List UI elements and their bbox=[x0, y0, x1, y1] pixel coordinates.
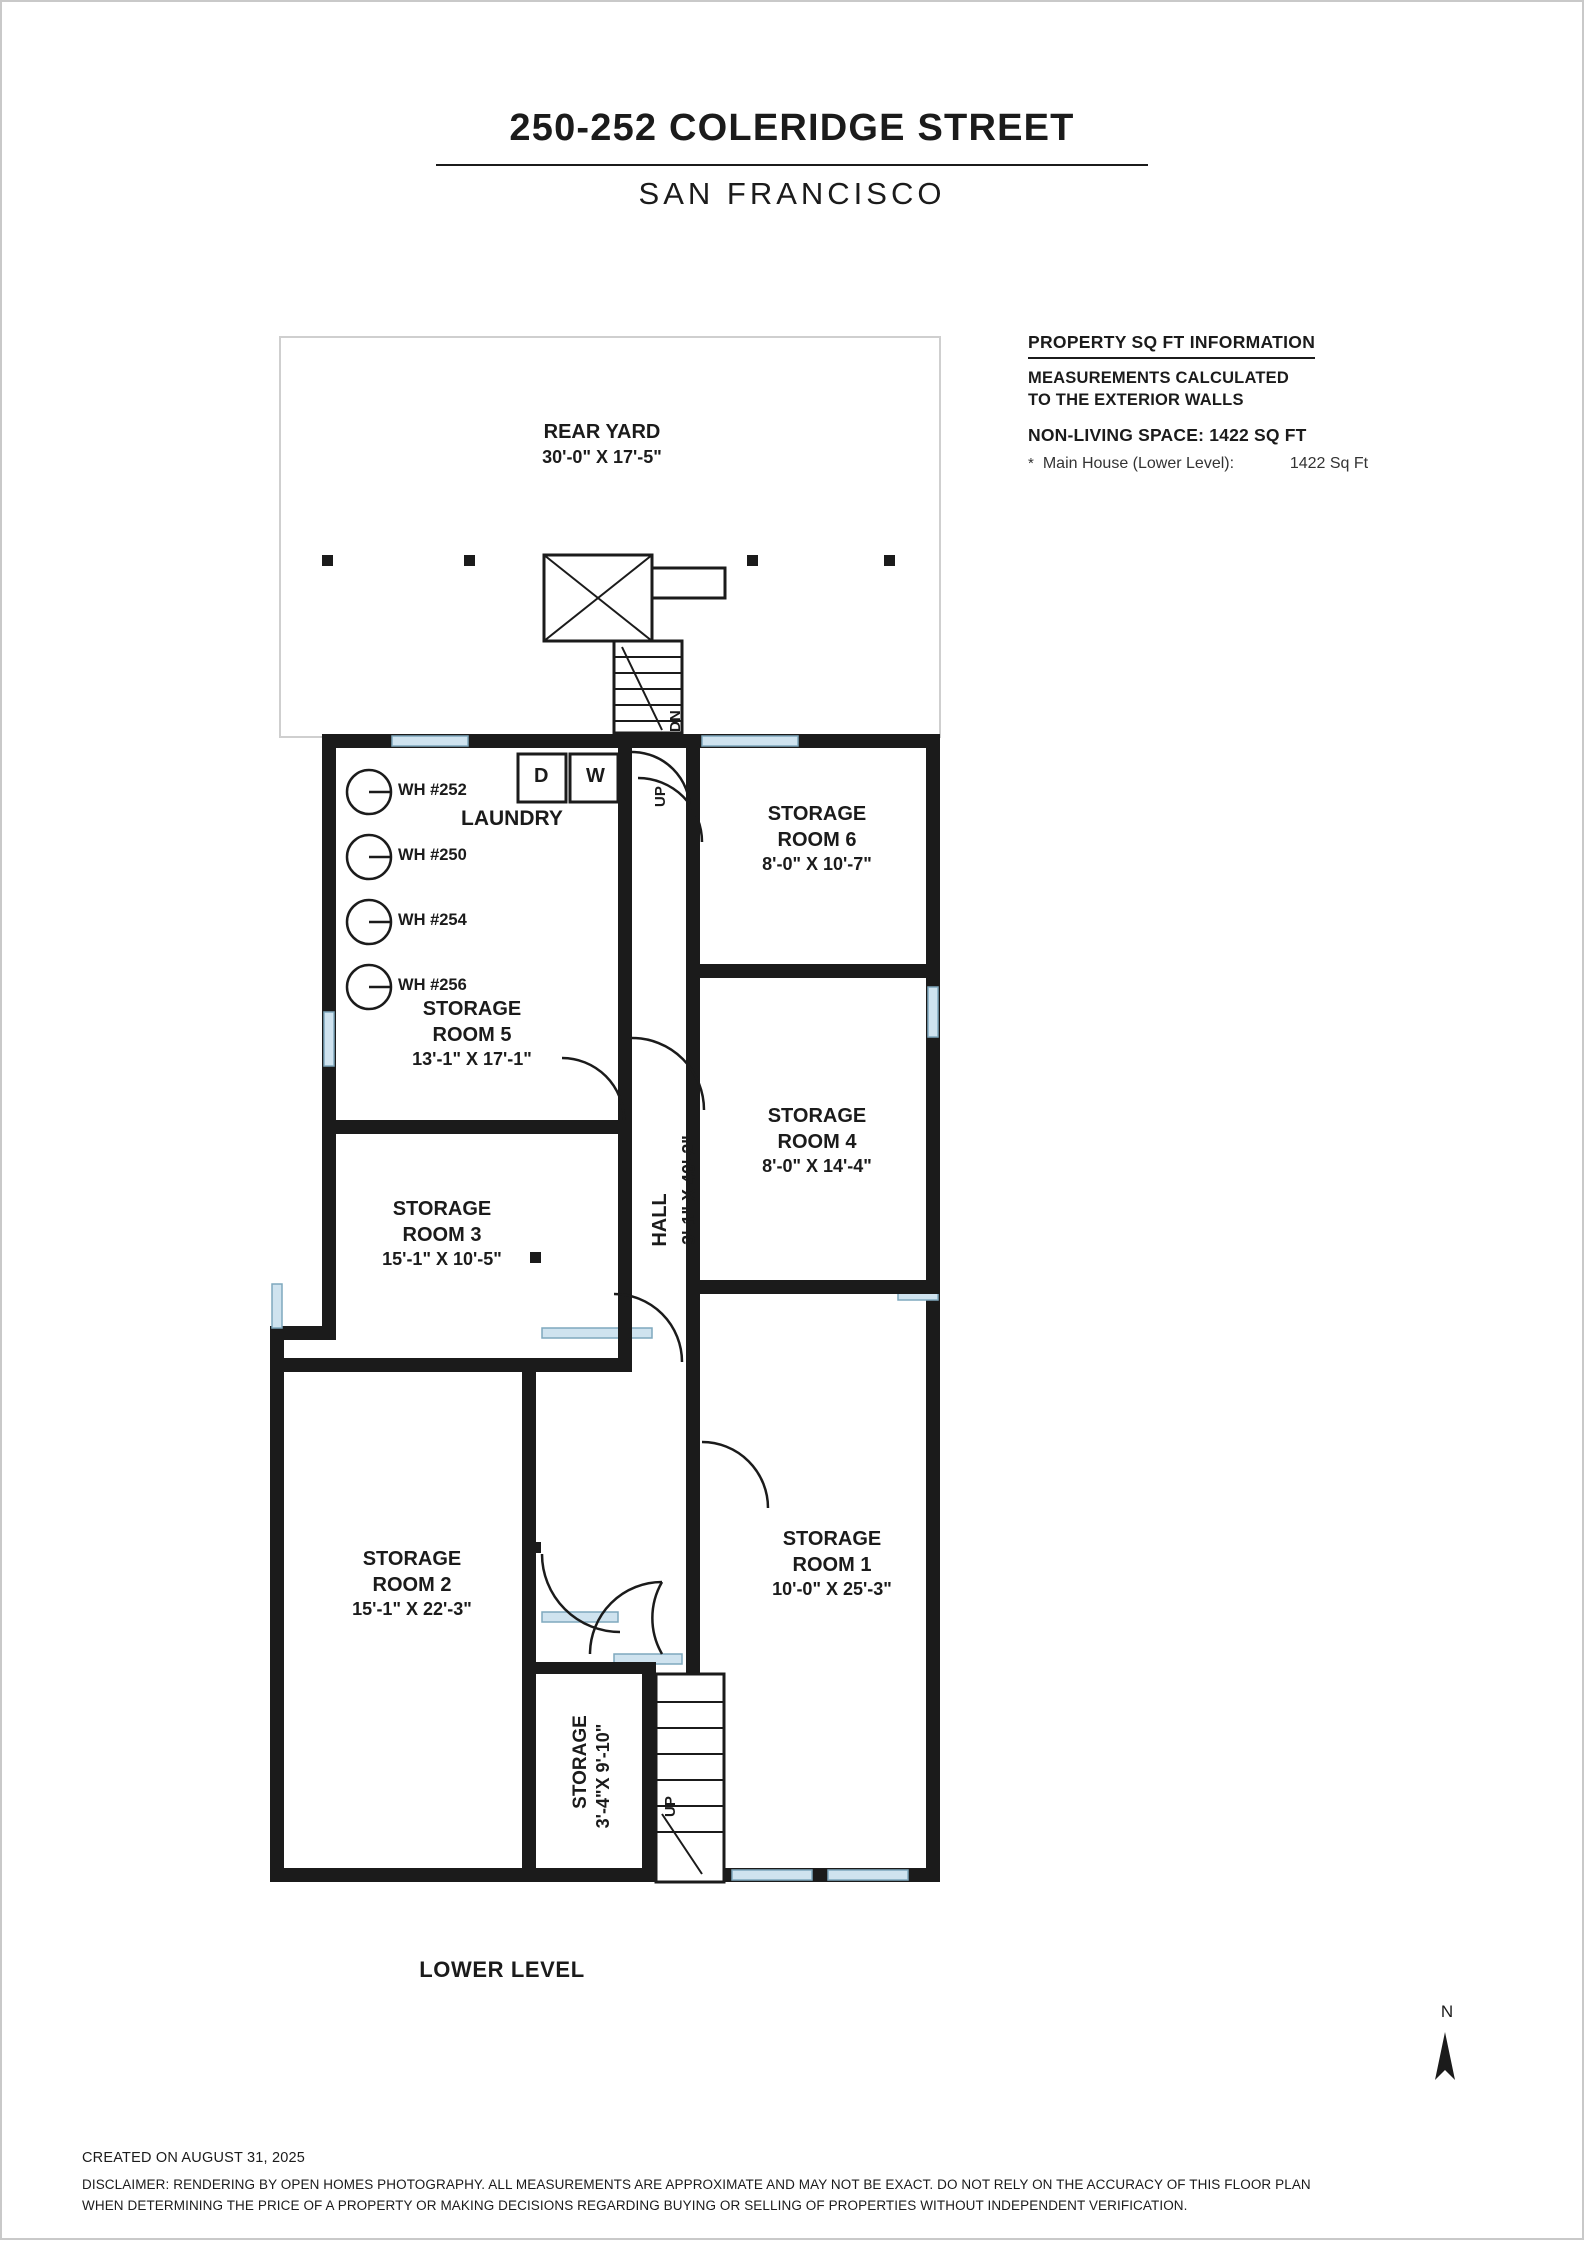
measurement-note-line1: MEASUREMENTS CALCULATED bbox=[1028, 369, 1289, 387]
window bbox=[928, 987, 938, 1037]
room-name: REAR YARD bbox=[543, 421, 661, 443]
interior-wall-storage4-bottom bbox=[686, 1280, 940, 1294]
water-heater-label-254: WH #254 bbox=[398, 911, 467, 929]
laundry-label: LAUNDRY bbox=[461, 807, 563, 830]
interior-wall-left-block-right bbox=[618, 734, 632, 1134]
window bbox=[392, 736, 468, 746]
room-name-line1: STORAGE bbox=[422, 998, 522, 1020]
room-dimensions: 15'-1" X 22'-3" bbox=[352, 1599, 472, 1620]
dryer-label: D bbox=[534, 765, 549, 787]
compass-north-label: N bbox=[1440, 2002, 1454, 2021]
interior-wall-storage2-right bbox=[522, 1372, 536, 1882]
stair-label-up-bottom: UP bbox=[662, 1796, 679, 1817]
room-dimensions: 30'-0" X 17'-5" bbox=[542, 446, 662, 467]
disclaimer-line1: DISCLAIMER: RENDERING BY OPEN HOMES PHOTOGRAPHY. ALL MEASUREMENTS ARE APPROXIMATE AND MAY NOT BE EXACT. DO NOT RELY ON THE ACCURACY OF THIS FLOOR PLAN bbox=[82, 2177, 1311, 2192]
yard-post bbox=[322, 555, 333, 566]
yard-post bbox=[884, 555, 895, 566]
room-label-storage-4 bbox=[702, 1104, 932, 1178]
room-name-line1: STORAGE bbox=[767, 1105, 867, 1127]
room-name-line1: STORAGE bbox=[767, 803, 867, 825]
exterior-wall-right bbox=[926, 734, 940, 1882]
hall-dimensions: 3'-1" X 40'-2" bbox=[679, 1135, 699, 1245]
water-heater-label-250: WH #250 bbox=[398, 846, 467, 864]
room-name-line1: STORAGE bbox=[392, 1198, 492, 1220]
disclaimer-line2: WHEN DETERMINING THE PRICE OF A PROPERTY OR MAKING DECISIONS REGARDING BUYING OR SELLING OF PROPERTIES WITHOUT INDEPENDENT VERIFICATION. bbox=[82, 2197, 1188, 2213]
window bbox=[272, 1284, 282, 1328]
interior-wall-storage3-bottom bbox=[284, 1358, 632, 1372]
sqft-panel-heading: PROPERTY SQ FT INFORMATION bbox=[1028, 332, 1315, 359]
window bbox=[324, 1012, 334, 1066]
room-name-line2: ROOM 2 bbox=[372, 1573, 452, 1596]
stair-label-dn-wrap bbox=[667, 672, 687, 732]
room-dimensions: 3'-4"X 9'-10" bbox=[593, 1723, 613, 1829]
window bbox=[732, 1870, 812, 1880]
page-subtitle: SAN FRANCISCO bbox=[638, 176, 946, 211]
compass bbox=[1417, 2002, 1477, 2024]
room-name-line1: STORAGE bbox=[782, 1528, 882, 1550]
hall-label bbox=[649, 1160, 675, 1280]
room-dimensions: 8'-0" X 10'-7" bbox=[762, 854, 872, 875]
sqft-row-value: 1422 Sq Ft bbox=[1289, 454, 1369, 472]
interior-wall-closet-right bbox=[642, 1662, 656, 1882]
sqft-row-bullet: * bbox=[1028, 454, 1034, 472]
room-dimensions-storage-closet bbox=[593, 1691, 621, 1861]
page-title: 250-252 COLERIDGE STREET bbox=[509, 107, 1075, 149]
room-name-line2: ROOM 6 bbox=[777, 828, 857, 851]
room-label-storage-5 bbox=[342, 997, 602, 1071]
room-label-storage-3 bbox=[312, 1197, 572, 1271]
compass-needle bbox=[1435, 2032, 1455, 2080]
window bbox=[542, 1328, 652, 1338]
room-dimensions: 15'-1" X 10'-5" bbox=[382, 1249, 502, 1270]
interior-wall-closet-top bbox=[522, 1662, 656, 1674]
interior-wall-storage5-storage3 bbox=[322, 1120, 632, 1134]
room-label-storage-2 bbox=[282, 1547, 542, 1621]
hall-name: HALL bbox=[649, 1193, 671, 1247]
room-name-line2: ROOM 3 bbox=[402, 1223, 482, 1246]
footer bbox=[82, 2150, 1502, 2217]
hall-dimensions-wrap bbox=[679, 1100, 705, 1280]
nonliving-space-total: NON-LIVING SPACE: 1422 SQ FT bbox=[1028, 424, 1307, 445]
measurement-note-line2: TO THE EXTERIOR WALLS bbox=[1028, 390, 1244, 409]
room-label-rear-yard bbox=[422, 420, 782, 469]
door-swing bbox=[702, 1442, 768, 1508]
room-name-line1: STORAGE bbox=[362, 1548, 462, 1570]
rear-stair-extension bbox=[652, 568, 725, 598]
yard-post bbox=[464, 555, 475, 566]
room-name-line2: ROOM 5 bbox=[432, 1023, 512, 1046]
stair-label-dn: DN bbox=[667, 710, 684, 732]
door-swing bbox=[652, 1582, 662, 1654]
stair-label-up-wrap bbox=[652, 747, 672, 807]
stair-label-up: UP bbox=[652, 786, 669, 807]
water-heater-label-252: WH #252 bbox=[398, 781, 467, 799]
room-dimensions: 8'-0" X 14'-4" bbox=[762, 1156, 872, 1177]
room-name-line2: ROOM 4 bbox=[777, 1130, 857, 1153]
level-label: LOWER LEVEL bbox=[419, 1957, 585, 1982]
interior-wall-storage6-storage4 bbox=[686, 964, 940, 978]
disclaimer bbox=[82, 2175, 1502, 2217]
room-label-storage-6 bbox=[702, 802, 932, 876]
water-heater-label-256: WH #256 bbox=[398, 976, 467, 994]
created-date: CREATED ON AUGUST 31, 2025 bbox=[82, 2150, 306, 2166]
window bbox=[828, 1870, 908, 1880]
rear-yard-boundary bbox=[280, 337, 940, 737]
stair-label-up-bottom-wrap bbox=[662, 1757, 682, 1817]
washer-label: W bbox=[586, 765, 605, 787]
interior-wall-hall-left-lower bbox=[618, 1134, 632, 1372]
window bbox=[702, 736, 798, 746]
room-name-line2: ROOM 1 bbox=[792, 1553, 872, 1576]
room-dimensions: 10'-0" X 25'-3" bbox=[772, 1579, 892, 1600]
room-dimensions: 13'-1" X 17'-1" bbox=[412, 1049, 532, 1070]
yard-post bbox=[747, 555, 758, 566]
room-name: STORAGE bbox=[570, 1715, 591, 1809]
sqft-row-label: Main House (Lower Level): bbox=[1042, 454, 1235, 472]
room-label-storage-1 bbox=[702, 1527, 962, 1601]
